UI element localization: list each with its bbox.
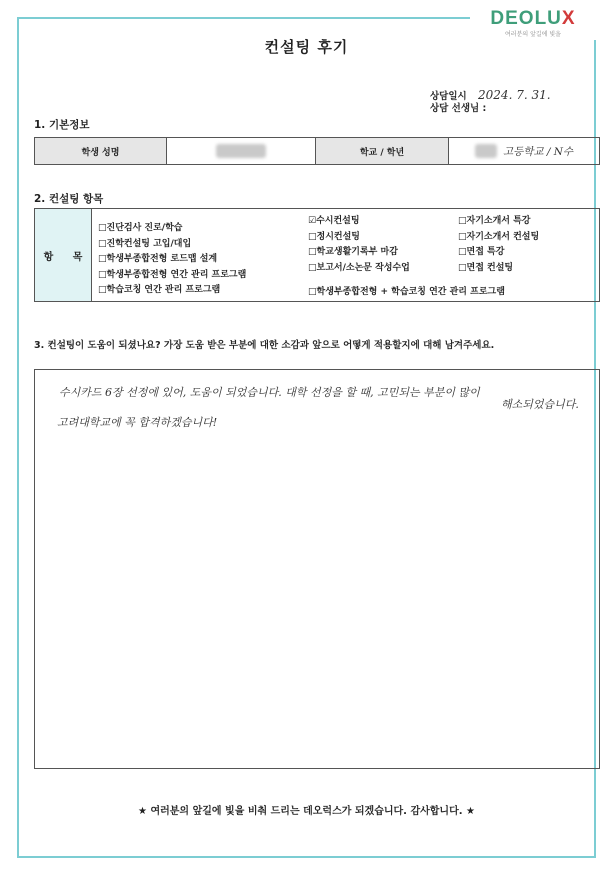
deolux-logo: DEOLUX 여러분의 앞길에 빛을 (470, 4, 596, 40)
section-basic-info-heading: 1. 기본정보 (34, 119, 90, 131)
school-grade-value: 고등학교 / N수 (449, 138, 599, 164)
item-checkbox: □보고서/소논문 작성수업 (308, 262, 410, 273)
items-column-1 (98, 221, 246, 299)
redacted-school (475, 144, 497, 158)
item-checkbox: □정시컨설팅 (308, 231, 360, 242)
redacted-name (216, 144, 266, 158)
item-checkbox: □면접 특강 (458, 247, 505, 257)
section-items-heading: 2. 컨설팅 항목 (34, 193, 104, 205)
feedback-answer-box (34, 369, 600, 769)
answer-line-1b: 해소되었습니다. (501, 398, 579, 411)
items-column-3 (458, 214, 539, 276)
student-name-label: 학생 성명 (35, 138, 167, 164)
item-checkbox: □학생부종합전형 로드맵 설계 (98, 254, 218, 264)
items-label: 항 목 (35, 209, 92, 301)
item-checkbox: □학생부종합전형 연간 관리 프로그램 (98, 269, 247, 280)
consult-date-label: 상담일시 (430, 91, 467, 102)
consult-date-value: 2024. 7. 31. (478, 88, 551, 102)
item-checkbox: □자기소개서 컨설팅 (458, 231, 540, 242)
item-checkbox: □진단검사 진로/학습 (98, 223, 183, 233)
answer-line-1: 수시카드 6장 선정에 있어, 도움이 되었습니다. 대학 선정을 할 때, 고민되는 부분이 많이 (59, 386, 480, 399)
item-checkbox: □자기소개서 특강 (458, 216, 531, 226)
item-checkbox-wide: □학생부종합전형 + 학습코칭 연간 관리 프로그램 (308, 287, 505, 297)
section-feedback-question: 3. 컨설팅이 도움이 되셨나요? 가장 도움 받은 부분에 대한 소감과 앞으로 어떻게 적용할지에 대해 남겨주세요. (34, 340, 495, 351)
footer-message: ★ 여러분의 앞길에 빛을 비춰 드리는 데오럭스가 되겠습니다. 감사합니다. ★ (138, 806, 475, 817)
items-column-2 (308, 214, 410, 276)
logo-tagline: 여러분의 앞길에 빛을 (505, 31, 561, 38)
item-checkbox-checked: ☑수시컨설팅 (308, 216, 360, 226)
counselor (430, 100, 486, 114)
page-title: 컨설팅 후기 (264, 38, 349, 56)
counselor-label: 상담 선생님 : (430, 103, 487, 114)
basic-info-table (34, 137, 600, 165)
item-checkbox: □진학컨설팅 고입/대입 (98, 238, 192, 249)
answer-line-2: 고려대학교에 꼭 합격하겠습니다! (57, 416, 218, 429)
item-checkbox: □면접 컨설팅 (458, 262, 514, 273)
item-checkbox: □학교생활기록부 마감 (308, 247, 398, 257)
item-checkbox: □학습코칭 연간 관리 프로그램 (98, 285, 221, 295)
student-name-value (167, 138, 316, 164)
school-grade-label: 학교 / 학년 (316, 138, 449, 164)
